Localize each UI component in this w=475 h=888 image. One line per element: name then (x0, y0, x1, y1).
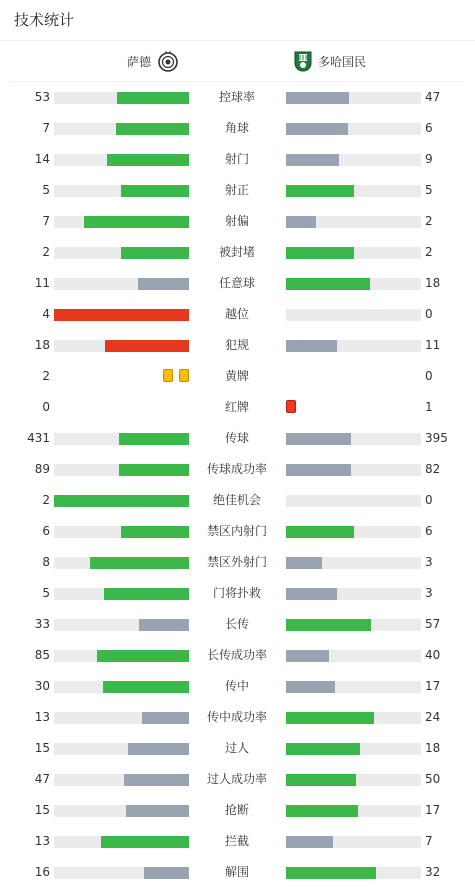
home-value: 47 (34, 772, 50, 786)
away-value: 0 (425, 307, 433, 321)
stat-label: 长传成功率 (206, 648, 267, 662)
home-bar-track (54, 712, 189, 724)
home-bar-track (54, 495, 189, 507)
home-bar-fill (142, 712, 189, 724)
stat-row (0, 392, 475, 423)
away-value: 32 (425, 865, 441, 879)
away-bar-fill (286, 650, 329, 662)
stat-row (0, 299, 475, 330)
stat-label: 拦截 (224, 834, 249, 848)
away-value: 1 (425, 400, 433, 414)
home-cards (163, 369, 189, 383)
away-value: 50 (425, 772, 441, 786)
home-bar-track (54, 433, 189, 445)
stat-row (0, 733, 475, 764)
stat-label: 被封堵 (218, 245, 255, 259)
home-bar-fill (119, 464, 189, 476)
home-bar-track (54, 309, 189, 321)
away-team-name: 多哈国民 (318, 54, 367, 69)
home-bar-track (54, 836, 189, 848)
home-value: 18 (34, 338, 50, 352)
away-bar-fill (286, 774, 356, 786)
home-value: 30 (34, 679, 50, 693)
away-cards (286, 400, 296, 414)
away-value: 6 (425, 121, 433, 135)
away-bar-track (286, 495, 421, 507)
away-value: 40 (425, 648, 441, 662)
away-bar-fill (286, 216, 316, 228)
away-bar-track (286, 464, 421, 476)
away-bar-track (286, 867, 421, 879)
home-team-name: 萨德 (126, 54, 151, 69)
home-bar-track (54, 464, 189, 476)
away-value: 47 (425, 90, 441, 104)
home-bar-track (54, 867, 189, 879)
stat-label: 禁区外射门 (206, 555, 267, 569)
away-bar-track (286, 836, 421, 848)
home-value: 6 (42, 524, 50, 538)
stat-label: 红牌 (224, 400, 249, 414)
away-bar-track (286, 774, 421, 786)
home-value: 2 (42, 369, 50, 383)
stat-row (0, 578, 475, 609)
stats-header (0, 0, 475, 41)
away-value: 2 (425, 245, 433, 259)
home-bar-track (54, 123, 189, 135)
home-value: 13 (34, 710, 50, 724)
home-bar-fill (121, 247, 189, 259)
away-bar-fill (286, 743, 360, 755)
home-bar-fill (54, 495, 189, 507)
stat-row (0, 237, 475, 268)
stat-row (0, 82, 475, 113)
away-value: 18 (425, 741, 441, 755)
home-bar-track (54, 154, 189, 166)
away-bar-track (286, 557, 421, 569)
home-team[interactable] (127, 41, 179, 81)
away-value: 2 (425, 214, 433, 228)
away-bar-track (286, 712, 421, 724)
home-bar-fill (54, 309, 189, 321)
home-value: 5 (42, 586, 50, 600)
stat-label: 解围 (224, 865, 249, 879)
home-value: 33 (34, 617, 50, 631)
away-bar-track (286, 309, 421, 321)
away-bar-fill (286, 185, 354, 197)
away-bar-fill (286, 340, 337, 352)
home-bar-track (54, 557, 189, 569)
home-value: 15 (34, 741, 50, 755)
home-bar-fill (90, 557, 189, 569)
home-bar-fill (144, 867, 189, 879)
home-bar-track (54, 743, 189, 755)
away-bar-track (286, 185, 421, 197)
home-value: 14 (34, 152, 50, 166)
teams-row (10, 41, 465, 82)
stat-row (0, 609, 475, 640)
home-value: 431 (27, 431, 50, 445)
away-bar-track (286, 526, 421, 538)
home-bar-fill (117, 92, 189, 104)
away-bar-track (286, 433, 421, 445)
home-value: 13 (34, 834, 50, 848)
home-bar-fill (105, 340, 189, 352)
stat-label: 黄牌 (224, 369, 249, 383)
away-value: 57 (425, 617, 441, 631)
stat-row (0, 516, 475, 547)
home-bar-fill (128, 743, 189, 755)
away-team-logo-icon (292, 50, 314, 72)
stat-row (0, 423, 475, 454)
stat-label: 传中成功率 (206, 710, 267, 724)
away-bar-fill (286, 712, 374, 724)
home-team-logo-icon (157, 50, 179, 72)
away-bar-track (286, 588, 421, 600)
home-value: 16 (34, 865, 50, 879)
stat-row (0, 144, 475, 175)
red-card-icon (286, 400, 296, 413)
away-bar-fill (286, 526, 354, 538)
away-bar-fill (286, 247, 354, 259)
home-bar-track (54, 774, 189, 786)
stat-label: 传中 (224, 679, 249, 693)
away-value: 395 (425, 431, 448, 445)
away-bar-fill (286, 278, 370, 290)
stat-row (0, 547, 475, 578)
stat-row (0, 764, 475, 795)
away-bar-fill (286, 123, 348, 135)
home-bar-fill (119, 433, 189, 445)
stat-label: 禁区内射门 (206, 524, 267, 538)
home-bar-track (54, 681, 189, 693)
away-bar-fill (286, 92, 349, 104)
away-value: 18 (425, 276, 441, 290)
yellow-card-icon (163, 369, 173, 382)
stat-label: 射正 (224, 183, 249, 197)
page-title: 技术统计 (14, 11, 75, 29)
home-value: 11 (34, 276, 50, 290)
away-value: 6 (425, 524, 433, 538)
home-value: 5 (42, 183, 50, 197)
away-bar-fill (286, 681, 335, 693)
away-value: 0 (425, 369, 433, 383)
stat-label: 门将扑救 (212, 586, 261, 600)
home-bar-fill (126, 805, 189, 817)
away-bar-track (286, 123, 421, 135)
stat-label: 绝佳机会 (212, 493, 261, 507)
stat-label: 犯规 (224, 338, 249, 352)
home-bar-fill (107, 154, 189, 166)
home-bar-fill (124, 774, 189, 786)
yellow-card-icon (179, 369, 189, 382)
away-value: 0 (425, 493, 433, 507)
stat-row (0, 671, 475, 702)
home-bar-track (54, 92, 189, 104)
stat-label: 射门 (224, 152, 249, 166)
away-bar-track (286, 154, 421, 166)
home-value: 7 (42, 121, 50, 135)
stat-label: 过人 (224, 741, 249, 755)
stat-label: 越位 (224, 307, 249, 321)
stat-label: 过人成功率 (206, 772, 267, 786)
stat-row (0, 175, 475, 206)
away-value: 24 (425, 710, 441, 724)
home-bar-fill (84, 216, 189, 228)
home-bar-track (54, 278, 189, 290)
away-bar-track (286, 340, 421, 352)
away-value: 11 (425, 338, 441, 352)
home-bar-track (54, 805, 189, 817)
away-bar-track (286, 805, 421, 817)
stat-row (0, 826, 475, 857)
stat-row (0, 485, 475, 516)
stat-row (0, 795, 475, 826)
home-bar-fill (101, 836, 189, 848)
home-value: 2 (42, 493, 50, 507)
home-bar-track (54, 185, 189, 197)
away-bar-fill (286, 836, 333, 848)
away-value: 9 (425, 152, 433, 166)
away-value: 82 (425, 462, 441, 476)
away-bar-fill (286, 464, 351, 476)
away-bar-fill (286, 154, 339, 166)
stat-label: 长传 (224, 617, 249, 631)
home-bar-track (54, 247, 189, 259)
stat-label: 传球 (224, 431, 249, 445)
away-bar-fill (286, 619, 371, 631)
home-bar-track (54, 619, 189, 631)
away-bar-fill (286, 588, 337, 600)
home-value: 8 (42, 555, 50, 569)
away-value: 17 (425, 803, 441, 817)
home-bar-track (54, 216, 189, 228)
home-value: 15 (34, 803, 50, 817)
away-bar-track (286, 743, 421, 755)
stat-label: 角球 (224, 121, 249, 135)
away-bar-track (286, 619, 421, 631)
stat-label: 控球率 (218, 90, 255, 104)
stat-row (0, 268, 475, 299)
away-value: 3 (425, 586, 433, 600)
stat-row (0, 640, 475, 671)
stat-row (0, 206, 475, 237)
away-bar-fill (286, 557, 322, 569)
home-bar-fill (138, 278, 189, 290)
away-value: 3 (425, 555, 433, 569)
home-bar-fill (104, 588, 189, 600)
home-bar-fill (103, 681, 189, 693)
stat-label: 传球成功率 (206, 462, 267, 476)
away-value: 5 (425, 183, 433, 197)
home-value: 89 (34, 462, 50, 476)
home-bar-fill (121, 185, 189, 197)
away-bar-track (286, 278, 421, 290)
away-bar-fill (286, 867, 376, 879)
stat-row (0, 454, 475, 485)
stat-label: 抢断 (224, 803, 249, 817)
away-bar-fill (286, 805, 358, 817)
away-value: 7 (425, 834, 433, 848)
home-value: 85 (34, 648, 50, 662)
stat-row (0, 361, 475, 392)
home-value: 7 (42, 214, 50, 228)
away-bar-track (286, 216, 421, 228)
away-team[interactable] (292, 41, 366, 81)
home-value: 0 (42, 400, 50, 414)
home-value: 2 (42, 245, 50, 259)
home-bar-track (54, 588, 189, 600)
stat-label: 任意球 (218, 276, 255, 290)
away-bar-fill (286, 433, 351, 445)
home-bar-track (54, 526, 189, 538)
stat-row (0, 857, 475, 888)
home-value: 53 (34, 90, 50, 104)
home-bar-track (54, 650, 189, 662)
away-bar-track (286, 650, 421, 662)
away-value: 17 (425, 679, 441, 693)
home-value: 4 (42, 307, 50, 321)
home-bar-fill (116, 123, 189, 135)
away-bar-track (286, 92, 421, 104)
home-bar-fill (97, 650, 189, 662)
stat-label: 射偏 (224, 214, 249, 228)
away-bar-track (286, 247, 421, 259)
home-bar-fill (121, 526, 189, 538)
home-bar-fill (139, 619, 189, 631)
home-bar-track (54, 340, 189, 352)
stat-row (0, 113, 475, 144)
stat-row (0, 702, 475, 733)
away-bar-track (286, 681, 421, 693)
stat-row (0, 330, 475, 361)
